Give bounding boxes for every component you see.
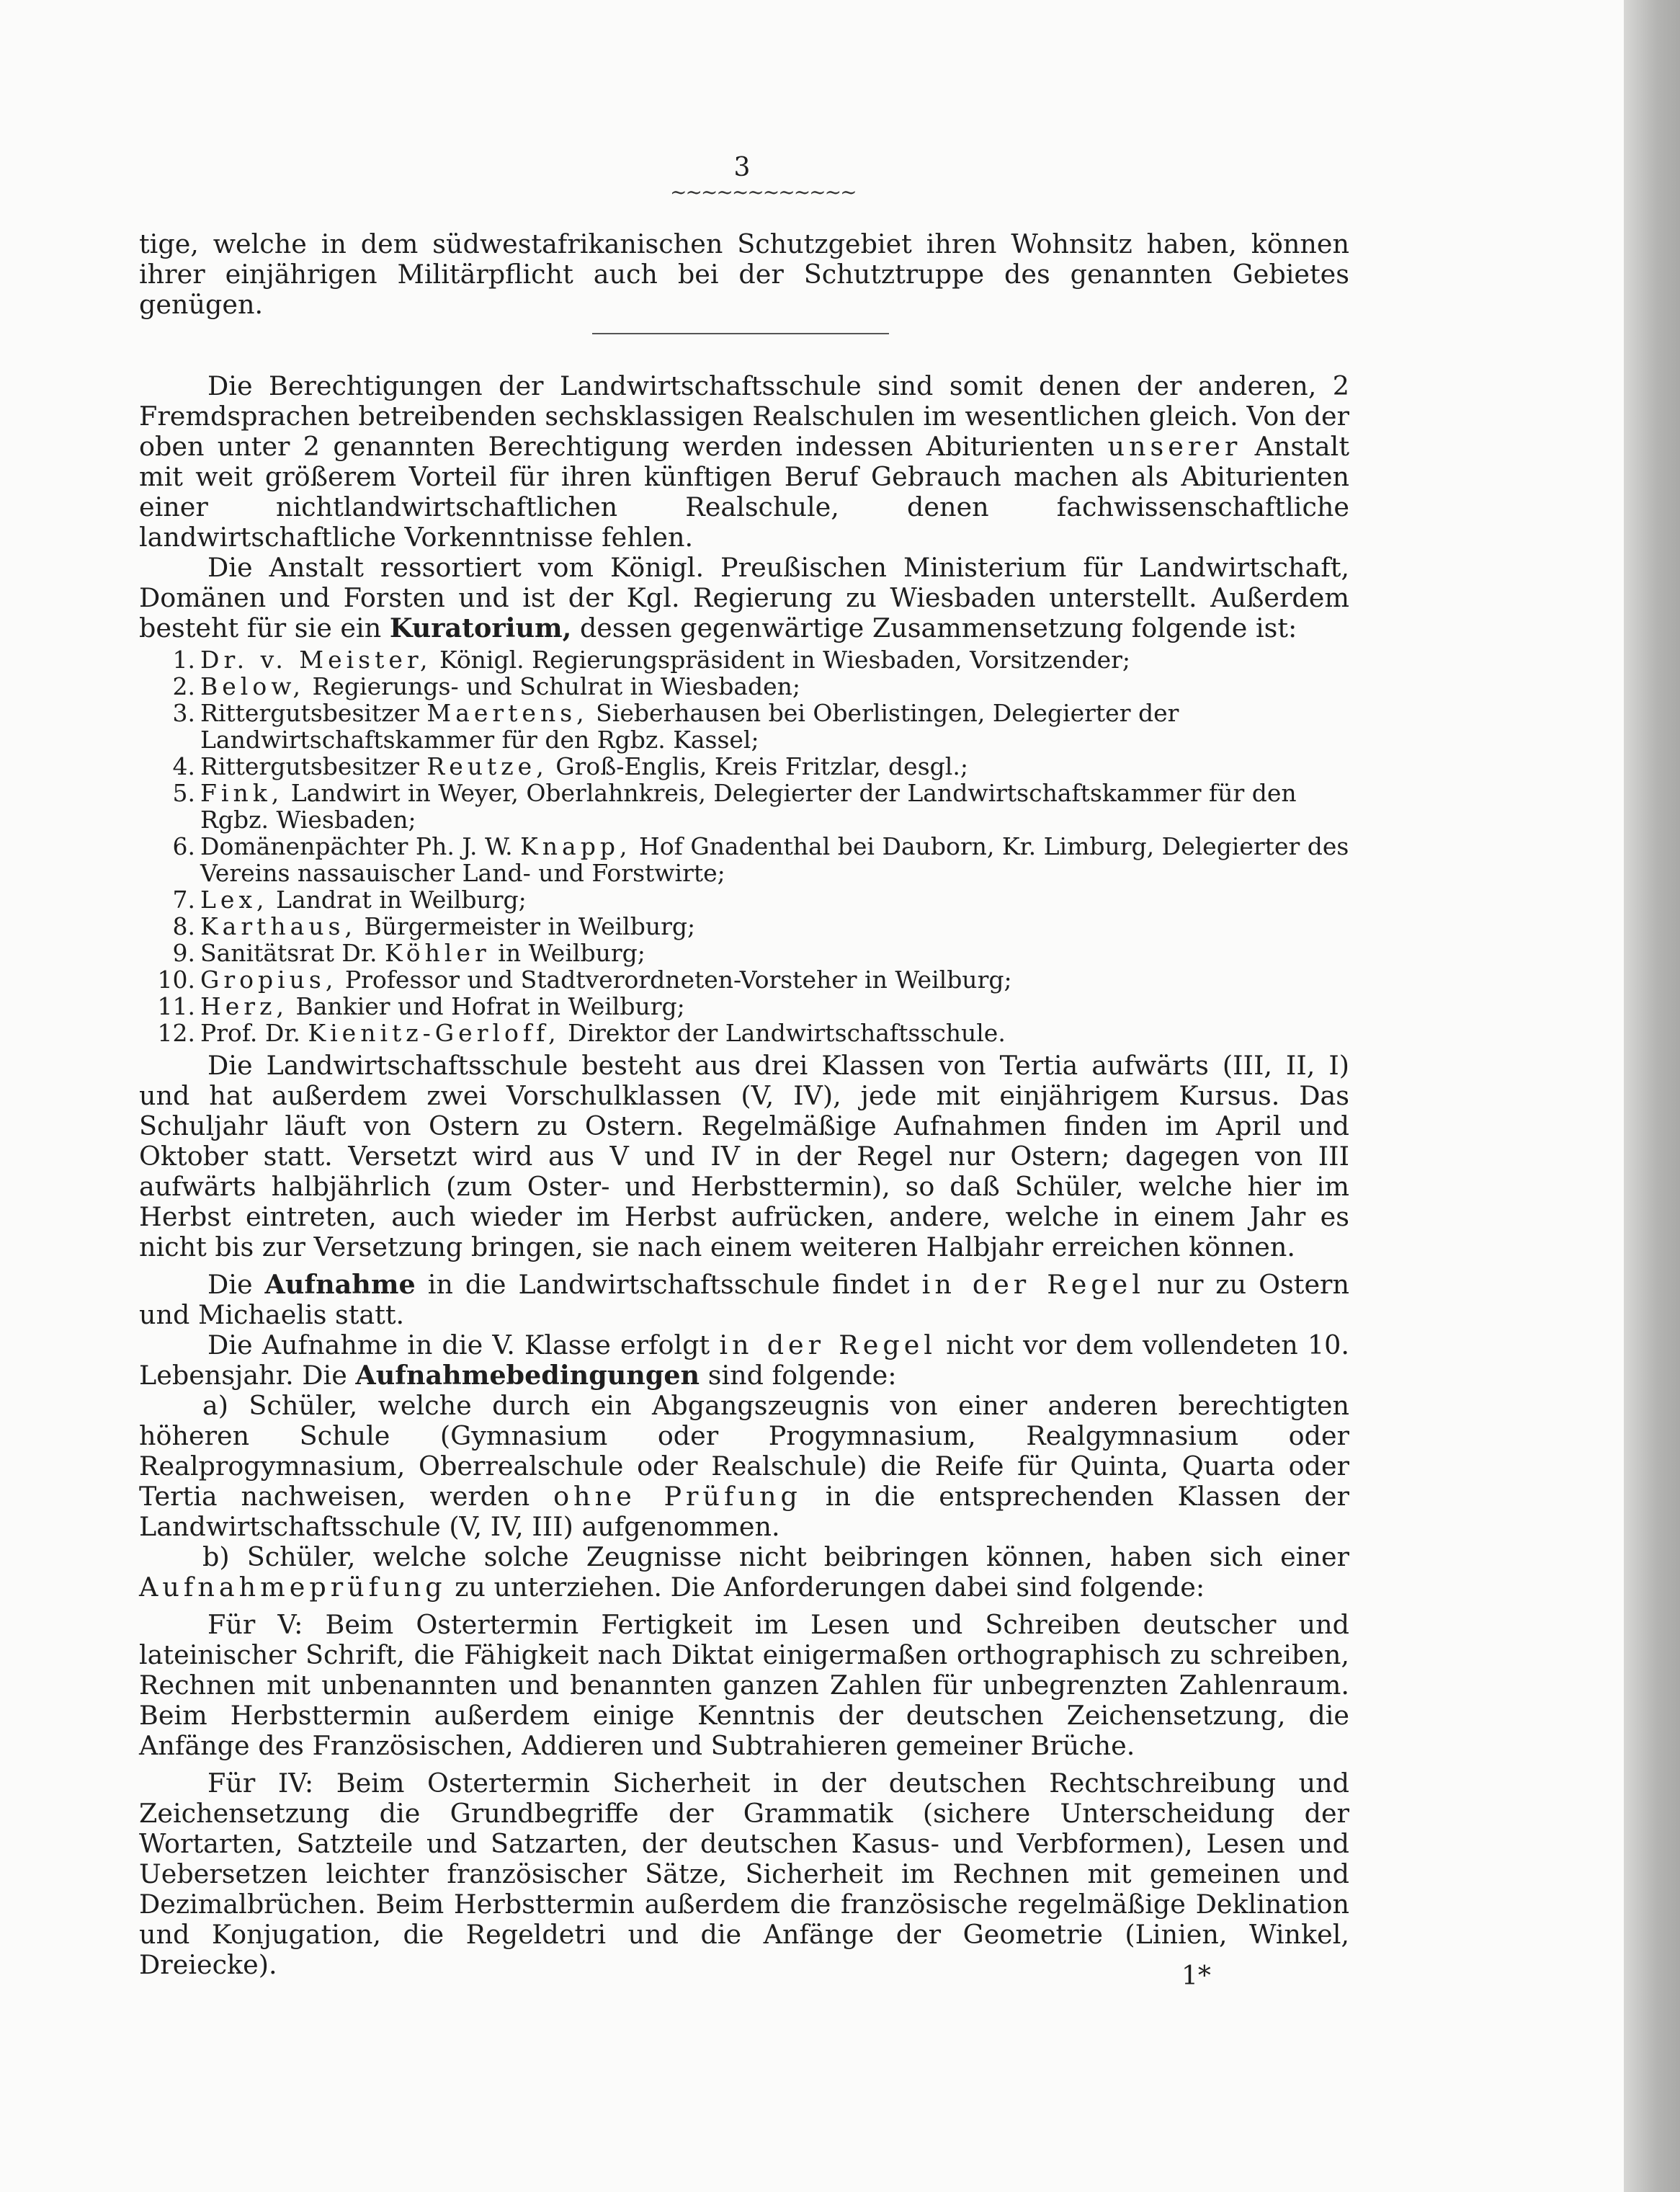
emphasis-aufnahmebedingungen: Aufnahmebedingungen (355, 1360, 700, 1391)
paragraph-aufnahme: Die Aufnahme in die Landwirtschaftsschule findet in der Regel nur zu Ostern und Michaelis statt. (139, 1269, 1350, 1330)
list-item: 3. Rittergutsbesitzer Maertens, Sieberhausen bei Oberlistingen, Delegierter der Landwirtschaftskammer für den Rgbz. Kassel; (172, 699, 1179, 754)
list-item: 11. Herz, Bankier und Hofrat in Weilburg; (157, 992, 685, 1020)
intro-paragraph: tige, welche in dem südwestafrikanischen Schutzgebiet ihren Wohnsitz haben, können ihrer einjährigen Militärpflicht auch bei der Schutztruppe des genannten Gebietes genügen. (139, 228, 1349, 320)
paragraph-klassen: Die Landwirtschaftsschule besteht aus drei Klassen von Tertia aufwärts (III, II, I) und hat außerdem zwei Vorschulklassen (V, IV), jede mit einjährigem Kursus. Das Schuljahr läuft von Ostern zu Ostern. Regelmäßige Aufnahmen finden im April und Oktober statt. Versetzt wird aus V und IV in der Regel nur Ostern; dagegen von III aufwärts halbjährlich (zum Oster- und Herbsttermin), so daß Schüler, welche hier im Herbst eintreten, auch wieder im Herbst aufrücken, andere, welche in einem Jahr es nicht bis zur Versetzung bringen, sie nach einem weiteren Halbjahr erreichen können. (139, 1050, 1349, 1262)
emphasis-unserer: unserer (1107, 431, 1242, 462)
list-item: 5. Fink, Landwirt in Weyer, Oberlahnkreis, Delegierter der Landwirtschaftskammer für den Rgbz. Wiesbaden; (172, 779, 1297, 834)
scan-edge (1624, 0, 1680, 2192)
paragraph-anstalt: Die Anstalt ressortiert vom Königl. Preußischen Ministerium für Landwirtschaft, Domänen und Forsten und ist der Kgl. Regierung zu Wiesbaden unterstellt. Außerdem besteht für sie ein Kuratorium, dessen gegenwärtige Zusammensetzung folgende ist: (139, 552, 1349, 643)
list-item: 6. Domänenpächter Ph. J. W. Knapp, Hof Gnadenthal bei Dauborn, Kr. Limburg, Delegierter des Vereins nassauischer Land- und Forstwirte; (172, 832, 1349, 887)
list-item: 2. Below, Regierungs- und Schulrat in Wiesbaden; (172, 672, 801, 700)
page-number: 3 (733, 153, 751, 182)
paragraph-a: a) Schüler, welche durch ein Abgangszeugnis von einer anderen berechtigten höheren Schule (Gymnasium oder Progymnasium, Realgymnasium oder Realprogymnasium, Oberrealschule oder Realschule) die Reife für Quinta, Quarta oder Tertia nachweisen, werden ohne Prüfung in die entsprechenden Klassen der Landwirtschaftsschule (V, IV, III) aufgenommen. (139, 1390, 1349, 1542)
signature-mark: 1* (1181, 1961, 1211, 1991)
paragraph-b: b) Schüler, welche solche Zeugnisse nicht beibringen können, haben sich einer Aufnahmeprüfung zu unterziehen. Die Anforderungen dabei sind folgende: (139, 1541, 1349, 1603)
kuratorium-list (139, 646, 1349, 1046)
emphasis-aufnahme: Aufnahme (264, 1269, 416, 1300)
list-item: 7. Lex, Landrat in Weilburg; (172, 886, 527, 914)
main-text (139, 371, 1349, 1980)
paragraph-fuer-v: Für V: Beim Ostertermin Fertigkeit im Lesen und Schreiben deutscher und lateinischer Schrift, die Fähigkeit nach Diktat einigermaßen orthographisch zu schreiben, Rechnen mit unbenannten und benannten ganzen Zahlen für unbegrenzten Zahlenraum. Beim Herbsttermin außerdem einige Kenntnis der deutschen Zeichensetzung, die Anfänge des Französischen, Addieren und Subtrahieren gemeiner Brüche. (139, 1609, 1349, 1761)
list-item: 10. Gropius, Professor und Stadtverordneten-Vorsteher in Weilburg; (157, 966, 1012, 994)
list-item: 4. Rittergutsbesitzer Reutze, Groß-Englis, Kreis Fritzlar, desgl.; (172, 752, 968, 780)
ornament-tilde: ~~~~~~~~~~~~ (670, 180, 856, 204)
emphasis-kuratorium: Kuratorium, (389, 612, 572, 643)
intro-block (139, 229, 1349, 320)
list-item: 1. Dr. v. Meister, Königl. Regierungspräsident in Wiesbaden, Vorsitzender; (172, 646, 1131, 674)
list-item: 12. Prof. Dr. Kienitz-Gerloff, Direktor der Landwirtschaftsschule. (157, 1019, 1006, 1047)
paragraph-aufnahme-v: Die Aufnahme in die V. Klasse erfolgt in der Regel nicht vor dem vollendeten 10. Lebensjahr. Die Aufnahmebedingungen sind folgende: (139, 1329, 1349, 1391)
paragraph-berechtigungen: Die Berechtigungen der Landwirtschaftsschule sind somit denen der anderen, 2 Fremdsprachen betreibenden sechsklassigen Realschulen im wesentlichen gleich. Von der oben unter 2 genannten Berechtigung werden indessen Abiturienten unserer Anstalt mit weit größerem Vorteil für ihren künftigen Beruf Gebrauch machen als Abiturienten einer nichtlandwirtschaftlichen Realschule, denen fachwissenschaftliche landwirtschaftliche Vorkenntnisse fehlen. (139, 370, 1349, 553)
list-item: 8. Karthaus, Bürgermeister in Weilburg; (172, 912, 696, 940)
list-item: 9. Sanitätsrat Dr. Köhler in Weilburg; (172, 939, 645, 967)
section-divider (592, 333, 889, 334)
paragraph-fuer-iv: Für IV: Beim Ostertermin Sicherheit in der deutschen Rechtschreibung und Zeichensetzung die Grundbegriffe der Grammatik (sichere Unterscheidung der Wortarten, Satzteile und Satzarten, der deutschen Kasus- und Verbformen), Lesen und Uebersetzen leichter französischer Sätze, Sicherheit im Rechnen mit gemeinen und Dezimalbrüchen. Beim Herbsttermin außerdem die französische regelmäßige Deklination und Konjugation, die Regeldetri und die Anfänge der Geometrie (Linien, Winkel, Dreiecke). (139, 1768, 1349, 1980)
